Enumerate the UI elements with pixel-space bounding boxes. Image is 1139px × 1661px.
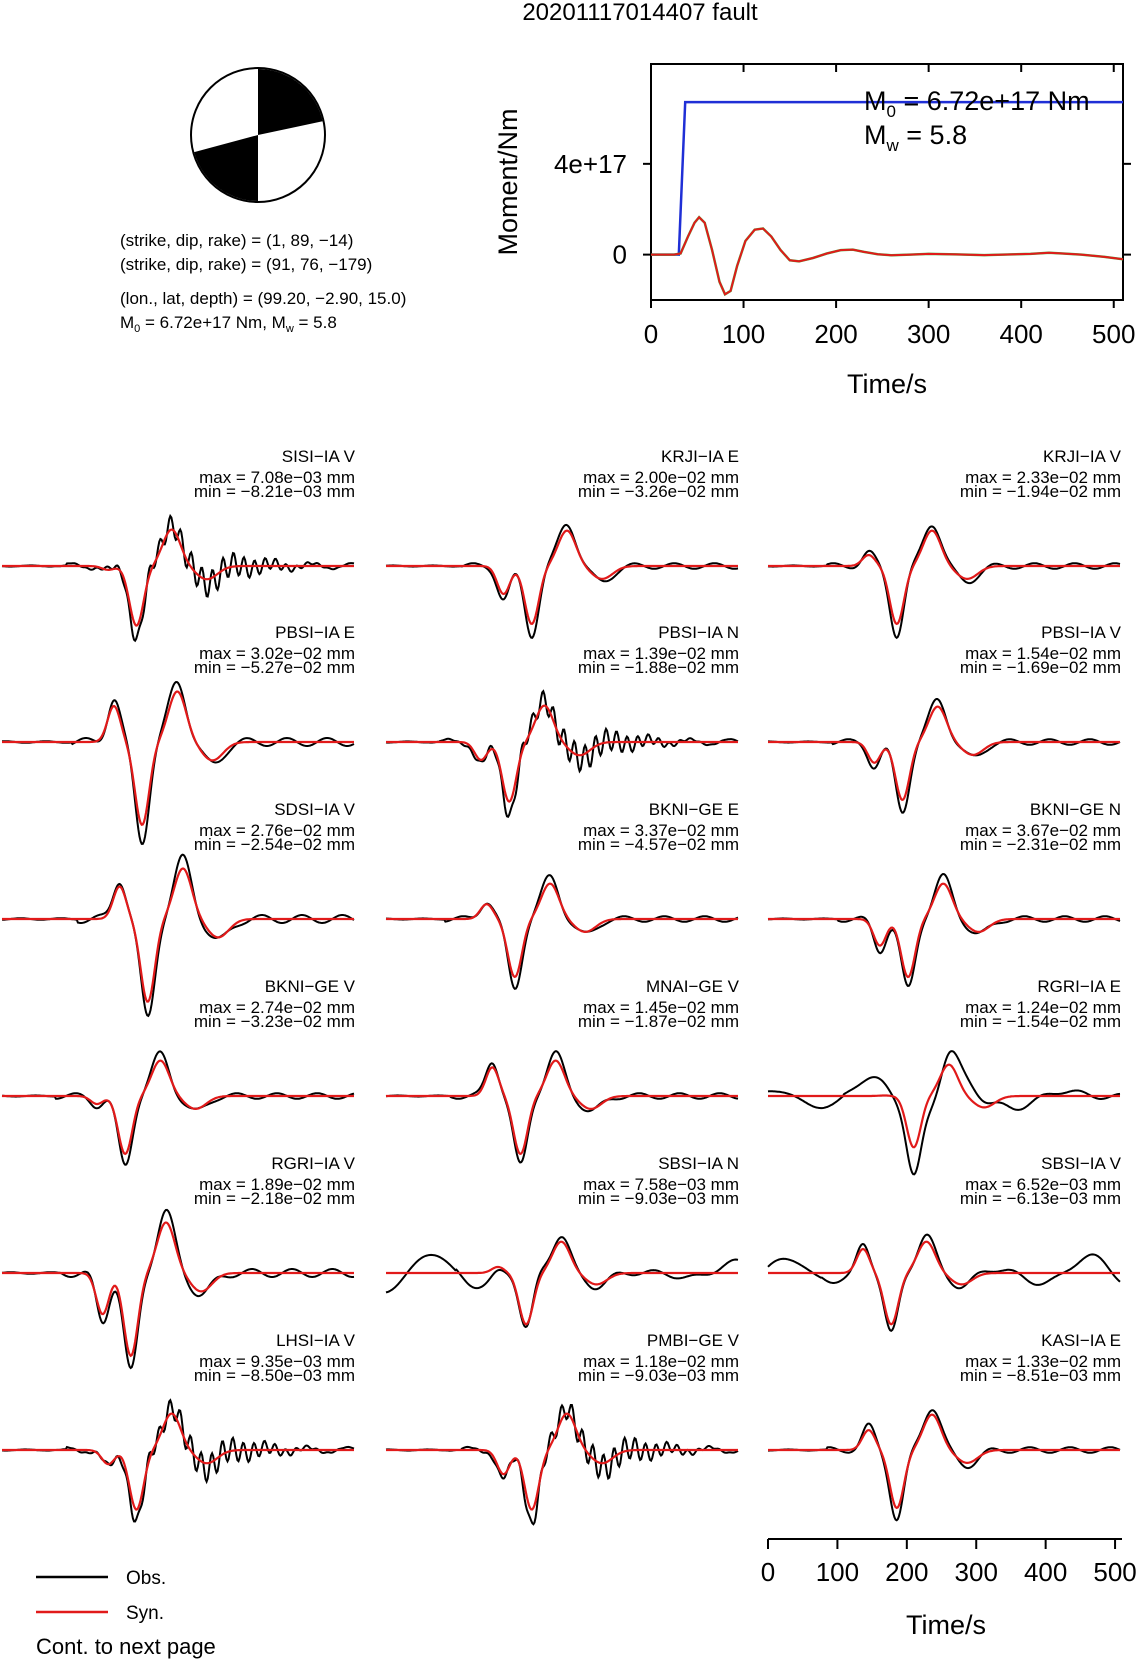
waveform-trace-5 (386, 623, 739, 817)
waveform-trace-1 (2, 447, 356, 641)
amplitude-max-label: max = 3.67e−02 mm (965, 821, 1121, 840)
observed-waveform (386, 875, 738, 989)
legend-syn-label: Syn. (126, 1603, 165, 1624)
waveform-trace-9 (768, 800, 1121, 986)
observed-waveform (2, 516, 354, 641)
m0-symbol: M (120, 313, 135, 332)
moment-x-tick-label: 200 (814, 319, 858, 349)
m0-symbol: M (864, 86, 887, 116)
waveform-trace-12 (768, 977, 1121, 1174)
station-label: PBSI−IA V (1041, 623, 1121, 642)
station-label: BKNI−GE N (1029, 800, 1121, 819)
moment-y-tick-label: 4e+17 (553, 148, 627, 179)
synthetic-waveform (2, 1414, 354, 1510)
amplitude-min-label: min = −2.31e−02 mm (959, 835, 1121, 854)
synthetic-waveform (386, 706, 738, 802)
amplitude-min-label: min = −1.69e−02 mm (959, 658, 1121, 677)
legend-obs-label: Obs. (126, 1568, 167, 1589)
observed-waveform (386, 1405, 738, 1524)
time-axis-tick-label: 300 (954, 1557, 998, 1587)
amplitude-min-label: min = −1.88e−02 mm (577, 658, 739, 677)
amplitude-max-label: max = 1.24e−02 mm (965, 998, 1121, 1017)
moment-x-tick-label: 0 (643, 319, 659, 349)
observed-waveform (386, 1237, 738, 1327)
moment-m0-label (864, 86, 1090, 121)
amplitude-max-label: max = 3.02e−02 mm (199, 644, 355, 663)
waveform-trace-10 (2, 977, 356, 1165)
station-label: LHSI−IA V (276, 1331, 355, 1350)
mw-subscript: w (285, 323, 294, 335)
station-label: PBSI−IA E (275, 623, 355, 642)
amplitude-max-label: max = 1.45e−02 mm (583, 998, 739, 1017)
observed-waveform (768, 1235, 1120, 1331)
mw-symbol: M (864, 120, 887, 150)
amplitude-min-label: min = −8.21e−03 mm (193, 482, 355, 501)
waveform-trace-11 (386, 977, 740, 1163)
amplitude-min-label: min = −2.18e−02 mm (193, 1189, 355, 1208)
m0-subscript: 0 (886, 102, 896, 121)
time-axis-tick-label: 400 (1023, 1557, 1068, 1587)
m0-value: = 6.72e+17 Nm, M (140, 313, 286, 332)
observed-waveform (768, 874, 1120, 986)
amplitude-max-label: max = 7.58e−03 mm (583, 1175, 739, 1194)
waveform-trace-2 (386, 447, 739, 638)
nodal-plane-2: (strike, dip, rake) = (91, 76, −179) (120, 255, 373, 274)
figure-title: 20201117014407 fault (522, 0, 758, 26)
mw-value: = 5.8 (898, 120, 968, 150)
synthetic-waveform (768, 884, 1120, 977)
moment-x-tick-label: 100 (721, 319, 766, 349)
observed-waveform (2, 1400, 354, 1521)
continuation-note: Cont. to next page (36, 1634, 216, 1659)
amplitude-min-label: min = −3.23e−02 mm (193, 1012, 355, 1031)
synthetic-waveform (768, 531, 1120, 624)
station-label: KRJI−IA V (1043, 447, 1121, 466)
time-axis-tick-label: 200 (885, 1557, 929, 1587)
amplitude-max-label: max = 1.39e−02 mm (583, 644, 739, 663)
station-label: KRJI−IA E (661, 447, 739, 466)
time-axis-tick-label: 500 (1093, 1557, 1137, 1587)
amplitude-max-label: max = 3.37e−02 mm (583, 821, 739, 840)
waveform-trace-8 (386, 800, 739, 989)
amplitude-min-label: min = −9.03e−03 mm (577, 1189, 739, 1208)
moment-summary (120, 313, 337, 335)
waveform-trace-16 (2, 1331, 356, 1522)
synthetic-waveform (768, 707, 1120, 800)
waveform-trace-14 (386, 1154, 739, 1327)
moment-x-axis-label: Time/s (847, 369, 927, 399)
observed-waveform (768, 1410, 1120, 1520)
waveform-grid (2, 447, 1122, 1524)
mechanism-info (120, 231, 406, 335)
synthetic-waveform (386, 1242, 738, 1325)
amplitude-min-label: min = −6.13e−03 mm (959, 1189, 1121, 1208)
amplitude-min-label: min = −8.50e−03 mm (193, 1366, 355, 1385)
moment-x-tick-label: 500 (1092, 319, 1136, 349)
station-label: SBSI−IA V (1041, 1154, 1121, 1173)
amplitude-min-label: min = −1.87e−02 mm (577, 1012, 739, 1031)
waveform-trace-17 (386, 1331, 740, 1524)
time-axis-tick-label: 0 (760, 1557, 776, 1587)
waveform-trace-6 (768, 623, 1122, 813)
amplitude-min-label: min = −1.94e−02 mm (959, 482, 1121, 501)
moment-x-tick-label: 400 (999, 319, 1043, 349)
beachball-icon (191, 68, 325, 202)
amplitude-max-label: max = 2.74e−02 mm (199, 998, 355, 1017)
station-label: KASI−IA E (1041, 1331, 1121, 1350)
station-label: RGRI−IA V (271, 1154, 355, 1173)
moment-x-tick-label: 300 (906, 319, 951, 349)
synthetic-waveform (386, 1061, 738, 1154)
station-label: SISI−IA V (281, 447, 355, 466)
amplitude-max-label: max = 2.00e−02 mm (583, 468, 739, 487)
mw-subscript: w (886, 136, 899, 155)
station-label: MNAI−GE V (645, 977, 739, 996)
station-label: PMBI−GE V (646, 1331, 739, 1350)
synthetic-waveform (386, 1414, 738, 1510)
time-axis-tick-label: 100 (815, 1557, 860, 1587)
waveform-trace-15 (768, 1154, 1122, 1331)
synthetic-waveform (2, 530, 354, 626)
observed-waveform (386, 525, 738, 638)
amplitude-max-label: max = 1.18e−02 mm (583, 1352, 739, 1371)
waveform-time-axis (761, 1539, 1137, 1640)
m0-value: = 6.72e+17 Nm (895, 86, 1090, 116)
waveform-trace-18 (768, 1331, 1121, 1520)
amplitude-min-label: min = −4.57e−02 mm (577, 835, 739, 854)
moment-y-tick-label: 0 (612, 239, 627, 270)
synthetic-waveform (768, 1065, 1120, 1148)
synthetic-waveform (768, 1415, 1120, 1508)
synthetic-waveform (386, 531, 738, 624)
synthetic-waveform (768, 1242, 1120, 1325)
observed-waveform (386, 691, 738, 817)
observed-waveform (2, 1051, 354, 1164)
moment-mw-label (864, 120, 967, 155)
amplitude-max-label: max = 1.89e−02 mm (199, 1175, 355, 1194)
waveform-trace-3 (768, 447, 1122, 638)
moment-curve (651, 102, 1123, 255)
m0-subscript: 0 (134, 323, 141, 335)
moment-y-axis-label: Moment/Nm (493, 108, 523, 256)
station-label: SBSI−IA N (658, 1154, 739, 1173)
synthetic-waveform (2, 1061, 354, 1154)
station-label: BKNI−GE V (264, 977, 355, 996)
amplitude-min-label: min = −9.03e−03 mm (577, 1366, 739, 1385)
amplitude-min-label: min = −3.26e−02 mm (577, 482, 739, 501)
amplitude-min-label: min = −1.54e−02 mm (959, 1012, 1121, 1031)
amplitude-max-label: max = 2.76e−02 mm (199, 821, 355, 840)
amplitude-min-label: min = −8.51e−03 mm (959, 1366, 1121, 1385)
station-label: SDSI−IA V (274, 800, 355, 819)
legend (36, 1568, 216, 1659)
amplitude-max-label: max = 9.35e−03 mm (199, 1352, 355, 1371)
moment-rate-curve (651, 217, 1123, 294)
synthetic-waveform (386, 884, 738, 977)
amplitude-max-label: max = 1.54e−02 mm (965, 644, 1121, 663)
observed-waveform (2, 682, 354, 844)
station-label: RGRI−IA E (1037, 977, 1121, 996)
amplitude-max-label: max = 7.08e−03 mm (199, 468, 355, 487)
amplitude-max-label: max = 1.33e−02 mm (965, 1352, 1121, 1371)
amplitude-min-label: min = −5.27e−02 mm (193, 658, 355, 677)
station-label: PBSI−IA N (658, 623, 739, 642)
hypocenter-location: (lon., lat, depth) = (99.20, −2.90, 15.0) (120, 289, 407, 308)
moment-panel (493, 64, 1135, 399)
amplitude-max-label: max = 6.52e−03 mm (965, 1175, 1121, 1194)
station-label: BKNI−GE E (648, 800, 739, 819)
amplitude-min-label: min = −2.54e−02 mm (193, 835, 355, 854)
observed-waveform (768, 526, 1120, 637)
mw-value: = 5.8 (293, 313, 337, 332)
amplitude-max-label: max = 2.33e−02 mm (965, 468, 1121, 487)
nodal-plane-1: (strike, dip, rake) = (1, 89, −14) (120, 231, 354, 250)
waveform-x-axis-label: Time/s (906, 1610, 986, 1640)
